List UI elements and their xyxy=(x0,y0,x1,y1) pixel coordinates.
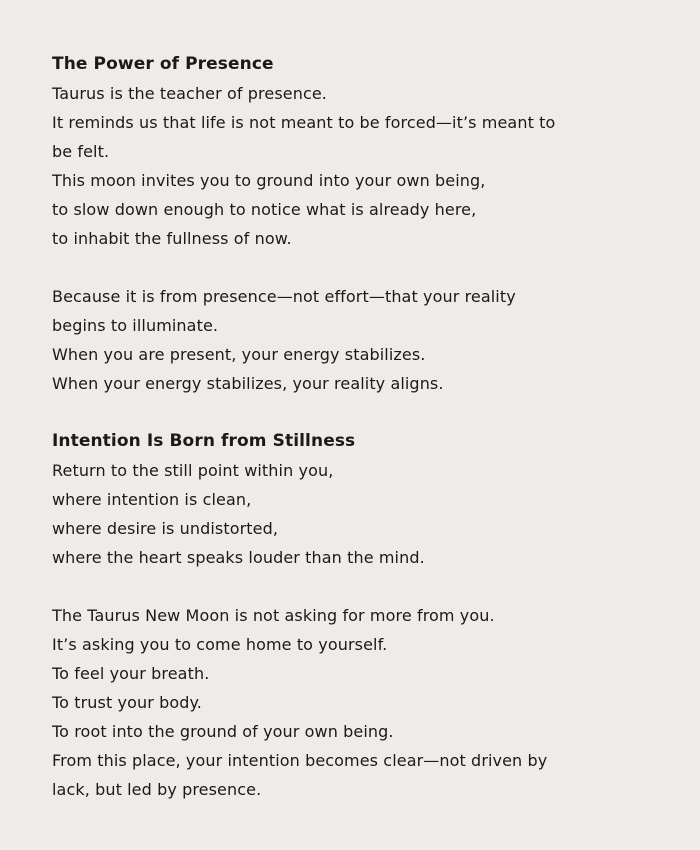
paragraph xyxy=(52,79,660,253)
section-heading: The Power of Presence xyxy=(52,54,274,74)
text-line: where desire is undistorted, xyxy=(52,519,279,538)
text-line: Because it is from presence—not effort—that your reality begins to illuminate. xyxy=(52,287,516,335)
text-line: From this place, your intention becomes clear—not driven by lack, but led by presence. xyxy=(52,751,548,799)
section-spacer xyxy=(52,398,660,427)
text-line: The Taurus New Moon is not asking for more from you. xyxy=(52,606,495,625)
text-line: When your energy stabilizes, your reality aligns. xyxy=(52,374,444,393)
text-line: This moon invites you to ground into your own being, xyxy=(52,171,486,190)
text-line: When you are present, your energy stabilizes. xyxy=(52,345,426,364)
paragraph-spacer xyxy=(52,572,660,601)
section-heading: Intention Is Born from Stillness xyxy=(52,431,356,451)
paragraph xyxy=(52,282,660,398)
text-line: to slow down enough to notice what is already here, xyxy=(52,200,477,219)
text-line: To feel your breath. xyxy=(52,664,210,683)
paragraph-spacer xyxy=(52,253,660,282)
text-line: It reminds us that life is not meant to be forced—it’s meant to be felt. xyxy=(52,113,556,161)
paragraph xyxy=(52,601,660,804)
text-line: where intention is clean, xyxy=(52,490,252,509)
text-line: where the heart speaks louder than the mind. xyxy=(52,548,425,567)
text-line: Return to the still point within you, xyxy=(52,461,334,480)
text-line: To trust your body. xyxy=(52,693,202,712)
text-line: to inhabit the fullness of now. xyxy=(52,229,292,248)
section-power-of-presence xyxy=(52,50,660,398)
paragraph xyxy=(52,456,660,572)
section-intention-stillness xyxy=(52,427,660,804)
text-line: Taurus is the teacher of presence. xyxy=(52,84,327,103)
text-line: It’s asking you to come home to yourself. xyxy=(52,635,388,654)
text-line: To root into the ground of your own being. xyxy=(52,722,394,741)
